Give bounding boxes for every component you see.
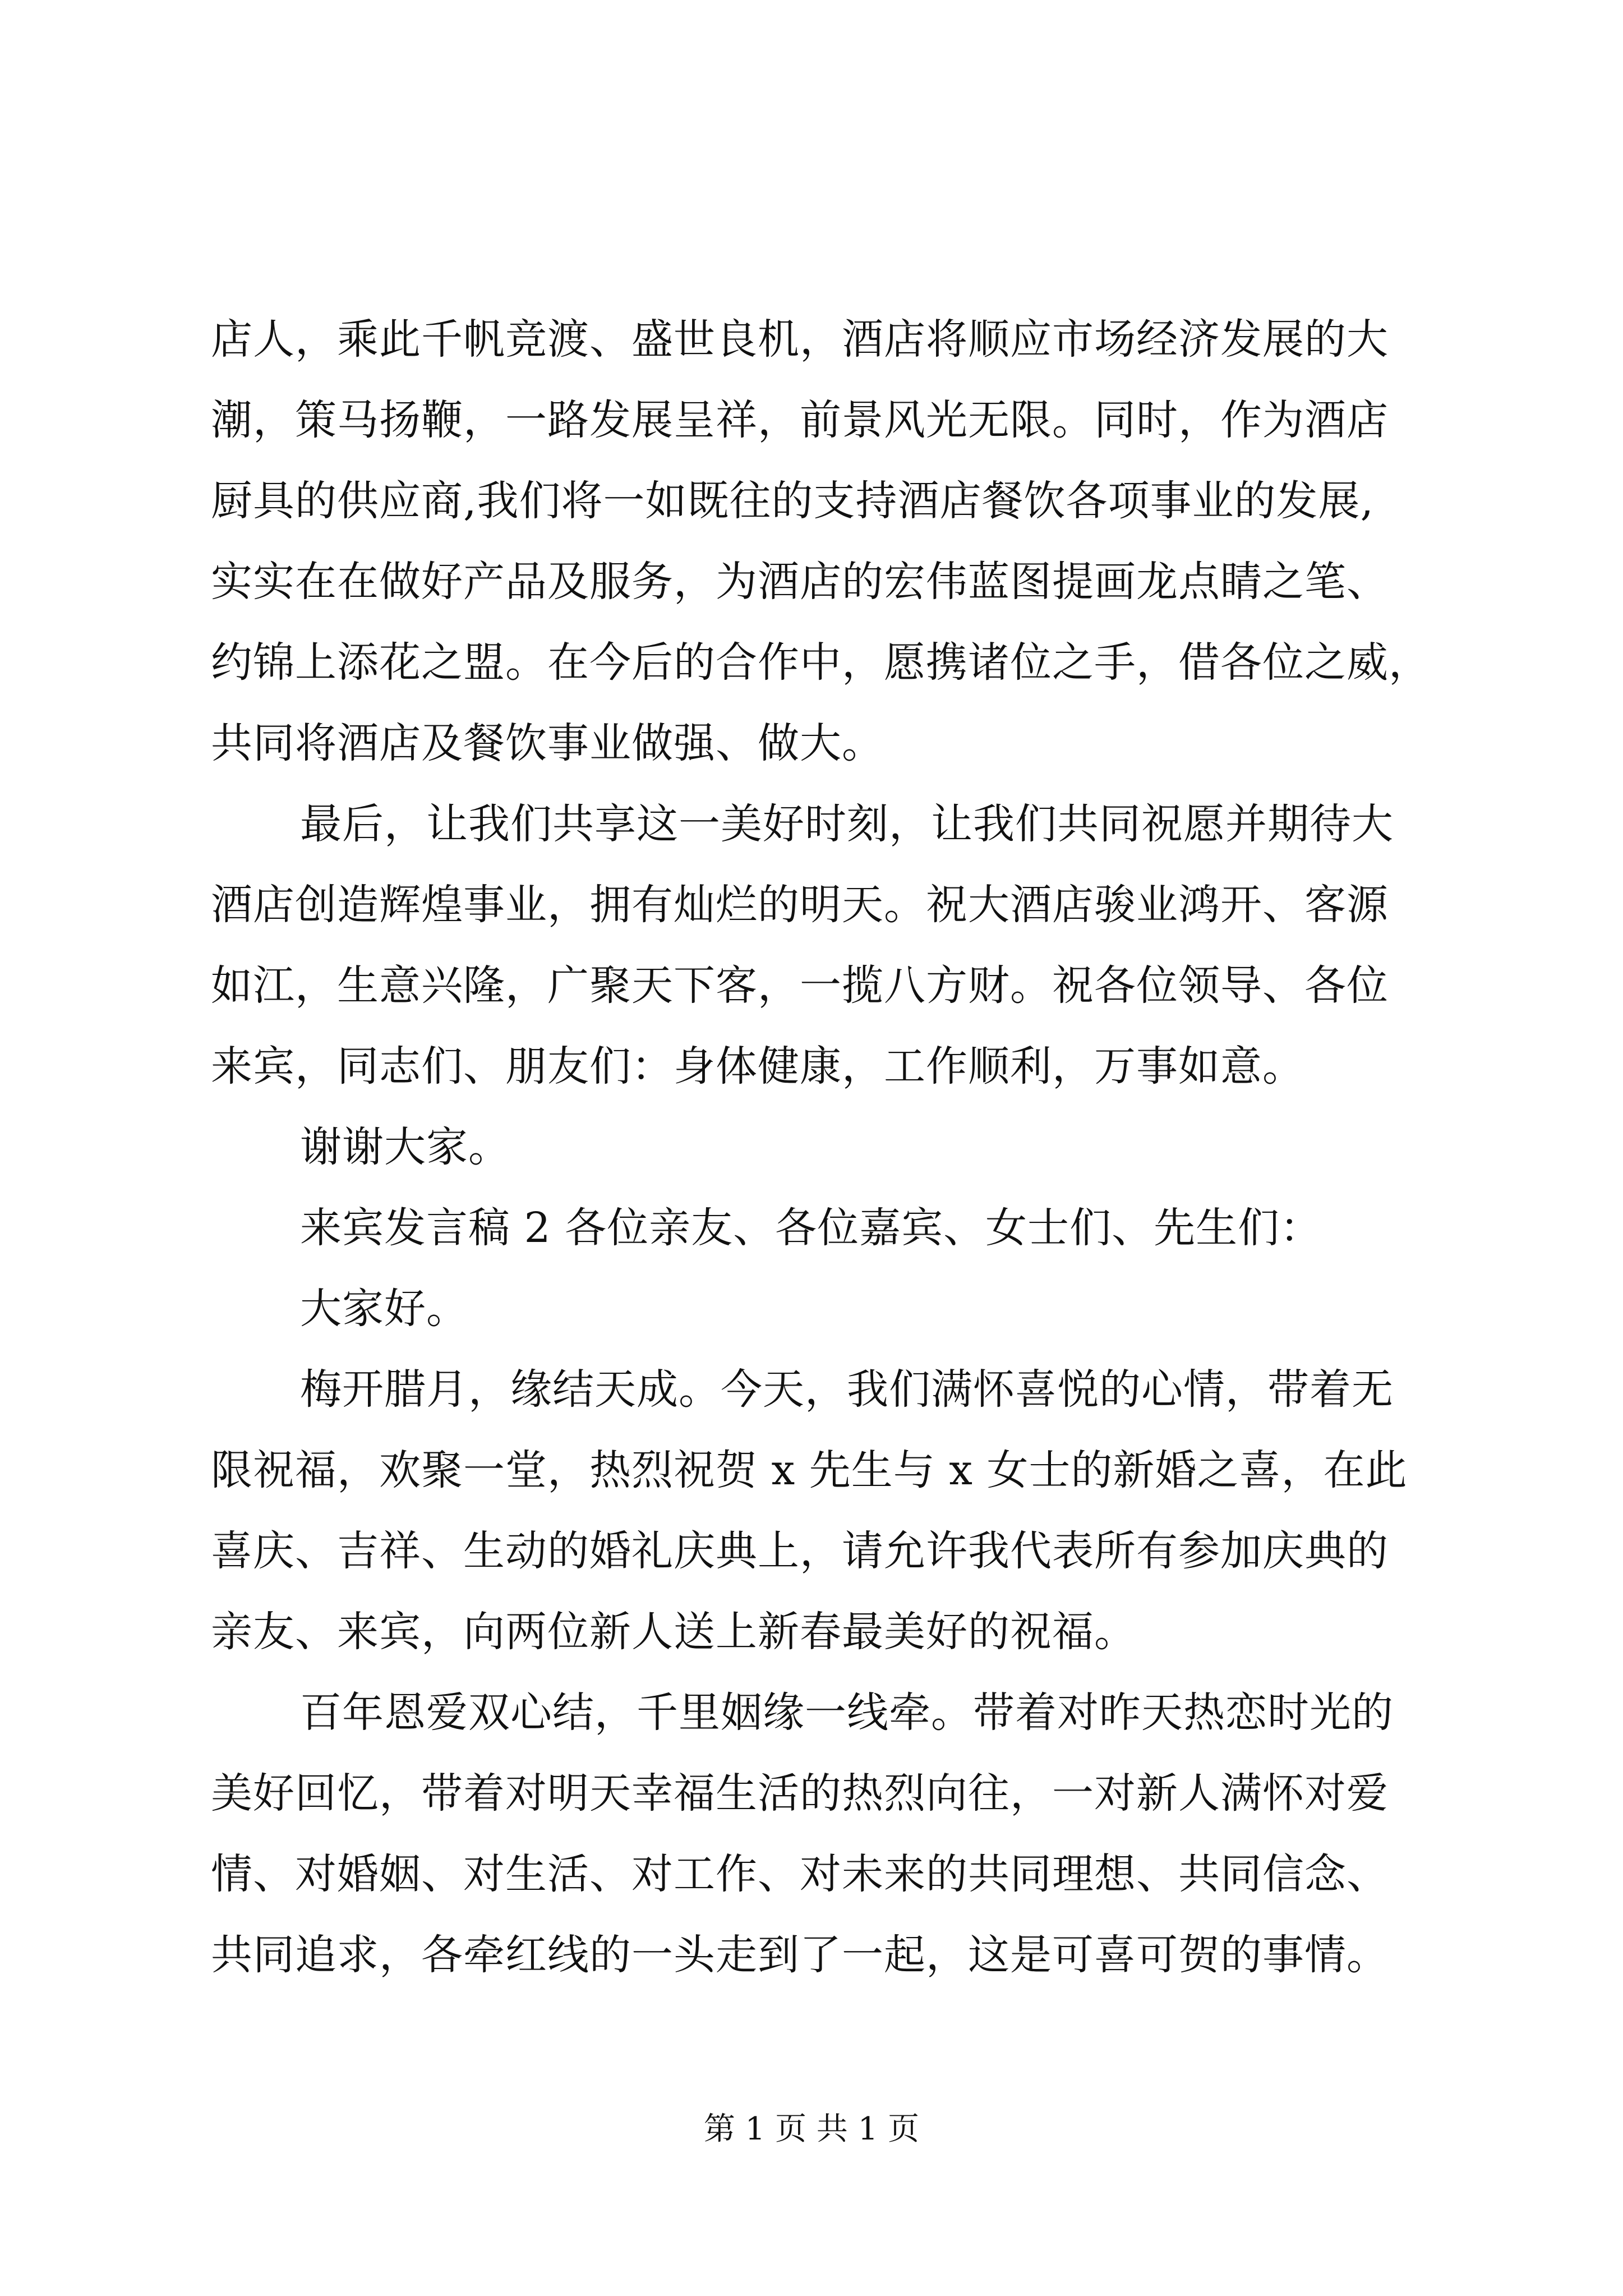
text-line: 梅开腊月，缘结天成。今天，我们满怀喜悦的心情，带着无 [300,1365,1394,1414]
text-line: 亲友、来宾，向两位新人送上新春最美好的祝福。 [211,1608,1136,1656]
text-line: 共同追求，各牵红线的一头走到了一起，这是可喜可贺的事情。 [211,1931,1389,1979]
text-line: 喜庆、吉祥、生动的婚礼庆典上，请允许我代表所有参加庆典的 [211,1527,1389,1575]
text-line: 酒店创造辉煌事业，拥有灿烂的明天。祝大酒店骏业鸿开、客源 [211,881,1389,929]
page-footer: 第 1 页 共 1 页 [703,2111,920,2147]
text-line: 潮，策马扬鞭，一路发展呈祥，前景风光无限。同时，作为酒店 [211,396,1389,444]
text-line: 实实在在做好产品及服务，为酒店的宏伟蓝图提画龙点睛之笔、 [211,558,1389,606]
text-line: 共同将酒店及餐饮事业做强、做大。 [211,719,884,767]
text-line: 来宾，同志们、朋友们：身体健康，工作顺利，万事如意。 [211,1042,1304,1091]
text-line: 约锦上添花之盟。在今后的合作中，愿携诸位之手，借各位之威， [211,638,1431,687]
text-line: 谢谢大家。 [300,1123,510,1171]
text-line: 来宾发言稿 2 各位亲友、各位嘉宾、女士们、先生们： [300,1204,1322,1252]
text-line: 美好回忆，带着对明天幸福生活的热烈向往，一对新人满怀对爱 [211,1769,1389,1818]
text-line: 如江，生意兴隆，广聚天下客，一揽八方财。祝各位领导、各位 [211,961,1389,1010]
text-line: 限祝福，欢聚一堂，热烈祝贺 x 先生与 x 女士的新婚之喜，在此 [211,1446,1408,1494]
text-line: 最后，让我们共享这一美好时刻，让我们共同祝愿并期待大 [300,800,1394,848]
text-line: 百年恩爱双心结，千里姻缘一线牵。带着对昨天热恋时光的 [300,1688,1394,1737]
text-line: 店人，乘此千帆竞渡、盛世良机，酒店将顺应市场经济发展的大 [211,315,1389,364]
text-line: 厨具的供应商,我们将一如既往的支持酒店餐饮各项事业的发展, [211,477,1375,525]
text-line: 情、对婚姻、对生活、对工作、对未来的共同理想、共同信念、 [211,1850,1389,1898]
text-line: 大家好。 [300,1285,468,1333]
